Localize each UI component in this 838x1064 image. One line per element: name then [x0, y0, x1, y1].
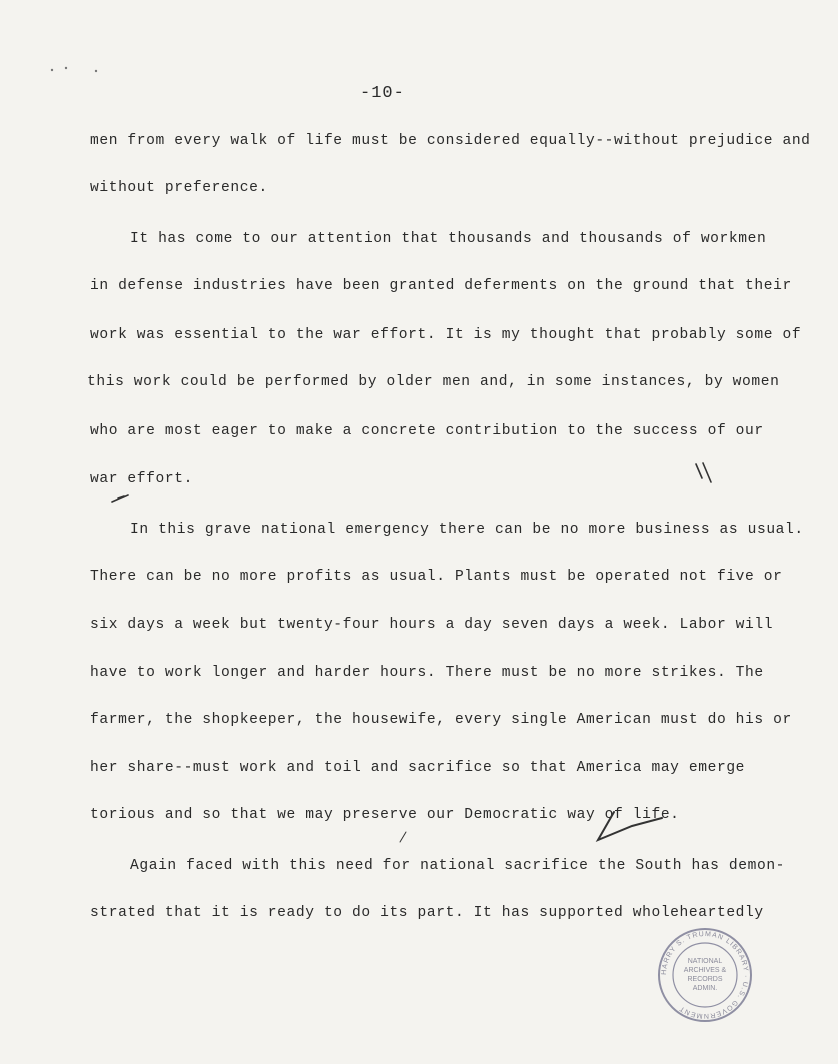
body-line: war effort. — [90, 471, 193, 487]
stamp-line: ADMIN. — [692, 985, 718, 992]
body-line: in defense industries have been granted deferments on the ground that their — [90, 278, 792, 294]
stamp-ring-text: HARRY S. TRUMAN LIBRARY · U.S. GOVERNMENT — [660, 930, 750, 1020]
body-line: men from every walk of life must be considered equally--without prejudice and — [90, 133, 811, 149]
margin-mark — [400, 832, 406, 842]
body-line: work was essential to the war effort. It is my thought that probably some of — [90, 327, 802, 343]
body-line: Again faced with this need for national sacrifice the South has demon- — [130, 858, 786, 874]
body-line: farmer, the shopkeeper, the housewife, every single American must do his or — [90, 712, 792, 728]
body-line: have to work longer and harder hours. There must be no more strikes. The — [90, 665, 764, 681]
margin-mark — [696, 464, 702, 478]
page-number: -10- — [360, 84, 405, 103]
margin-mark — [118, 496, 124, 498]
body-line: her share--must work and toil and sacrifice so that America may emerge — [90, 760, 746, 776]
stamp-line: NATIONAL — [687, 958, 723, 965]
body-line: without preference. — [90, 180, 268, 196]
stamp-line: RECORDS — [687, 976, 723, 983]
stamp-center — [655, 925, 755, 1025]
body-line: six days a week but twenty-four hours a day seven days a week. Labor will — [90, 617, 774, 633]
archive-stamp — [655, 925, 755, 1025]
body-line: There can be no more profits as usual. Plants must be operated not five or — [90, 569, 783, 585]
stamp-line: ARCHIVES & — [683, 967, 727, 974]
body-line: who are most eager to make a concrete contribution to the success of our — [90, 423, 764, 439]
body-line: this work could be performed by older men and, in some instances, by women — [87, 374, 780, 390]
body-line: It has come to our attention that thousands and thousands of workmen — [130, 231, 767, 247]
body-line: torious and so that we may preserve our Democratic way of life. — [90, 807, 680, 823]
margin-mark — [112, 495, 128, 502]
body-line: strated that it is ready to do its part. It has supported wholeheartedly — [90, 905, 764, 921]
body-line: In this grave national emergency there can be no more business as usual. — [130, 522, 804, 538]
margin-mark — [703, 463, 711, 482]
